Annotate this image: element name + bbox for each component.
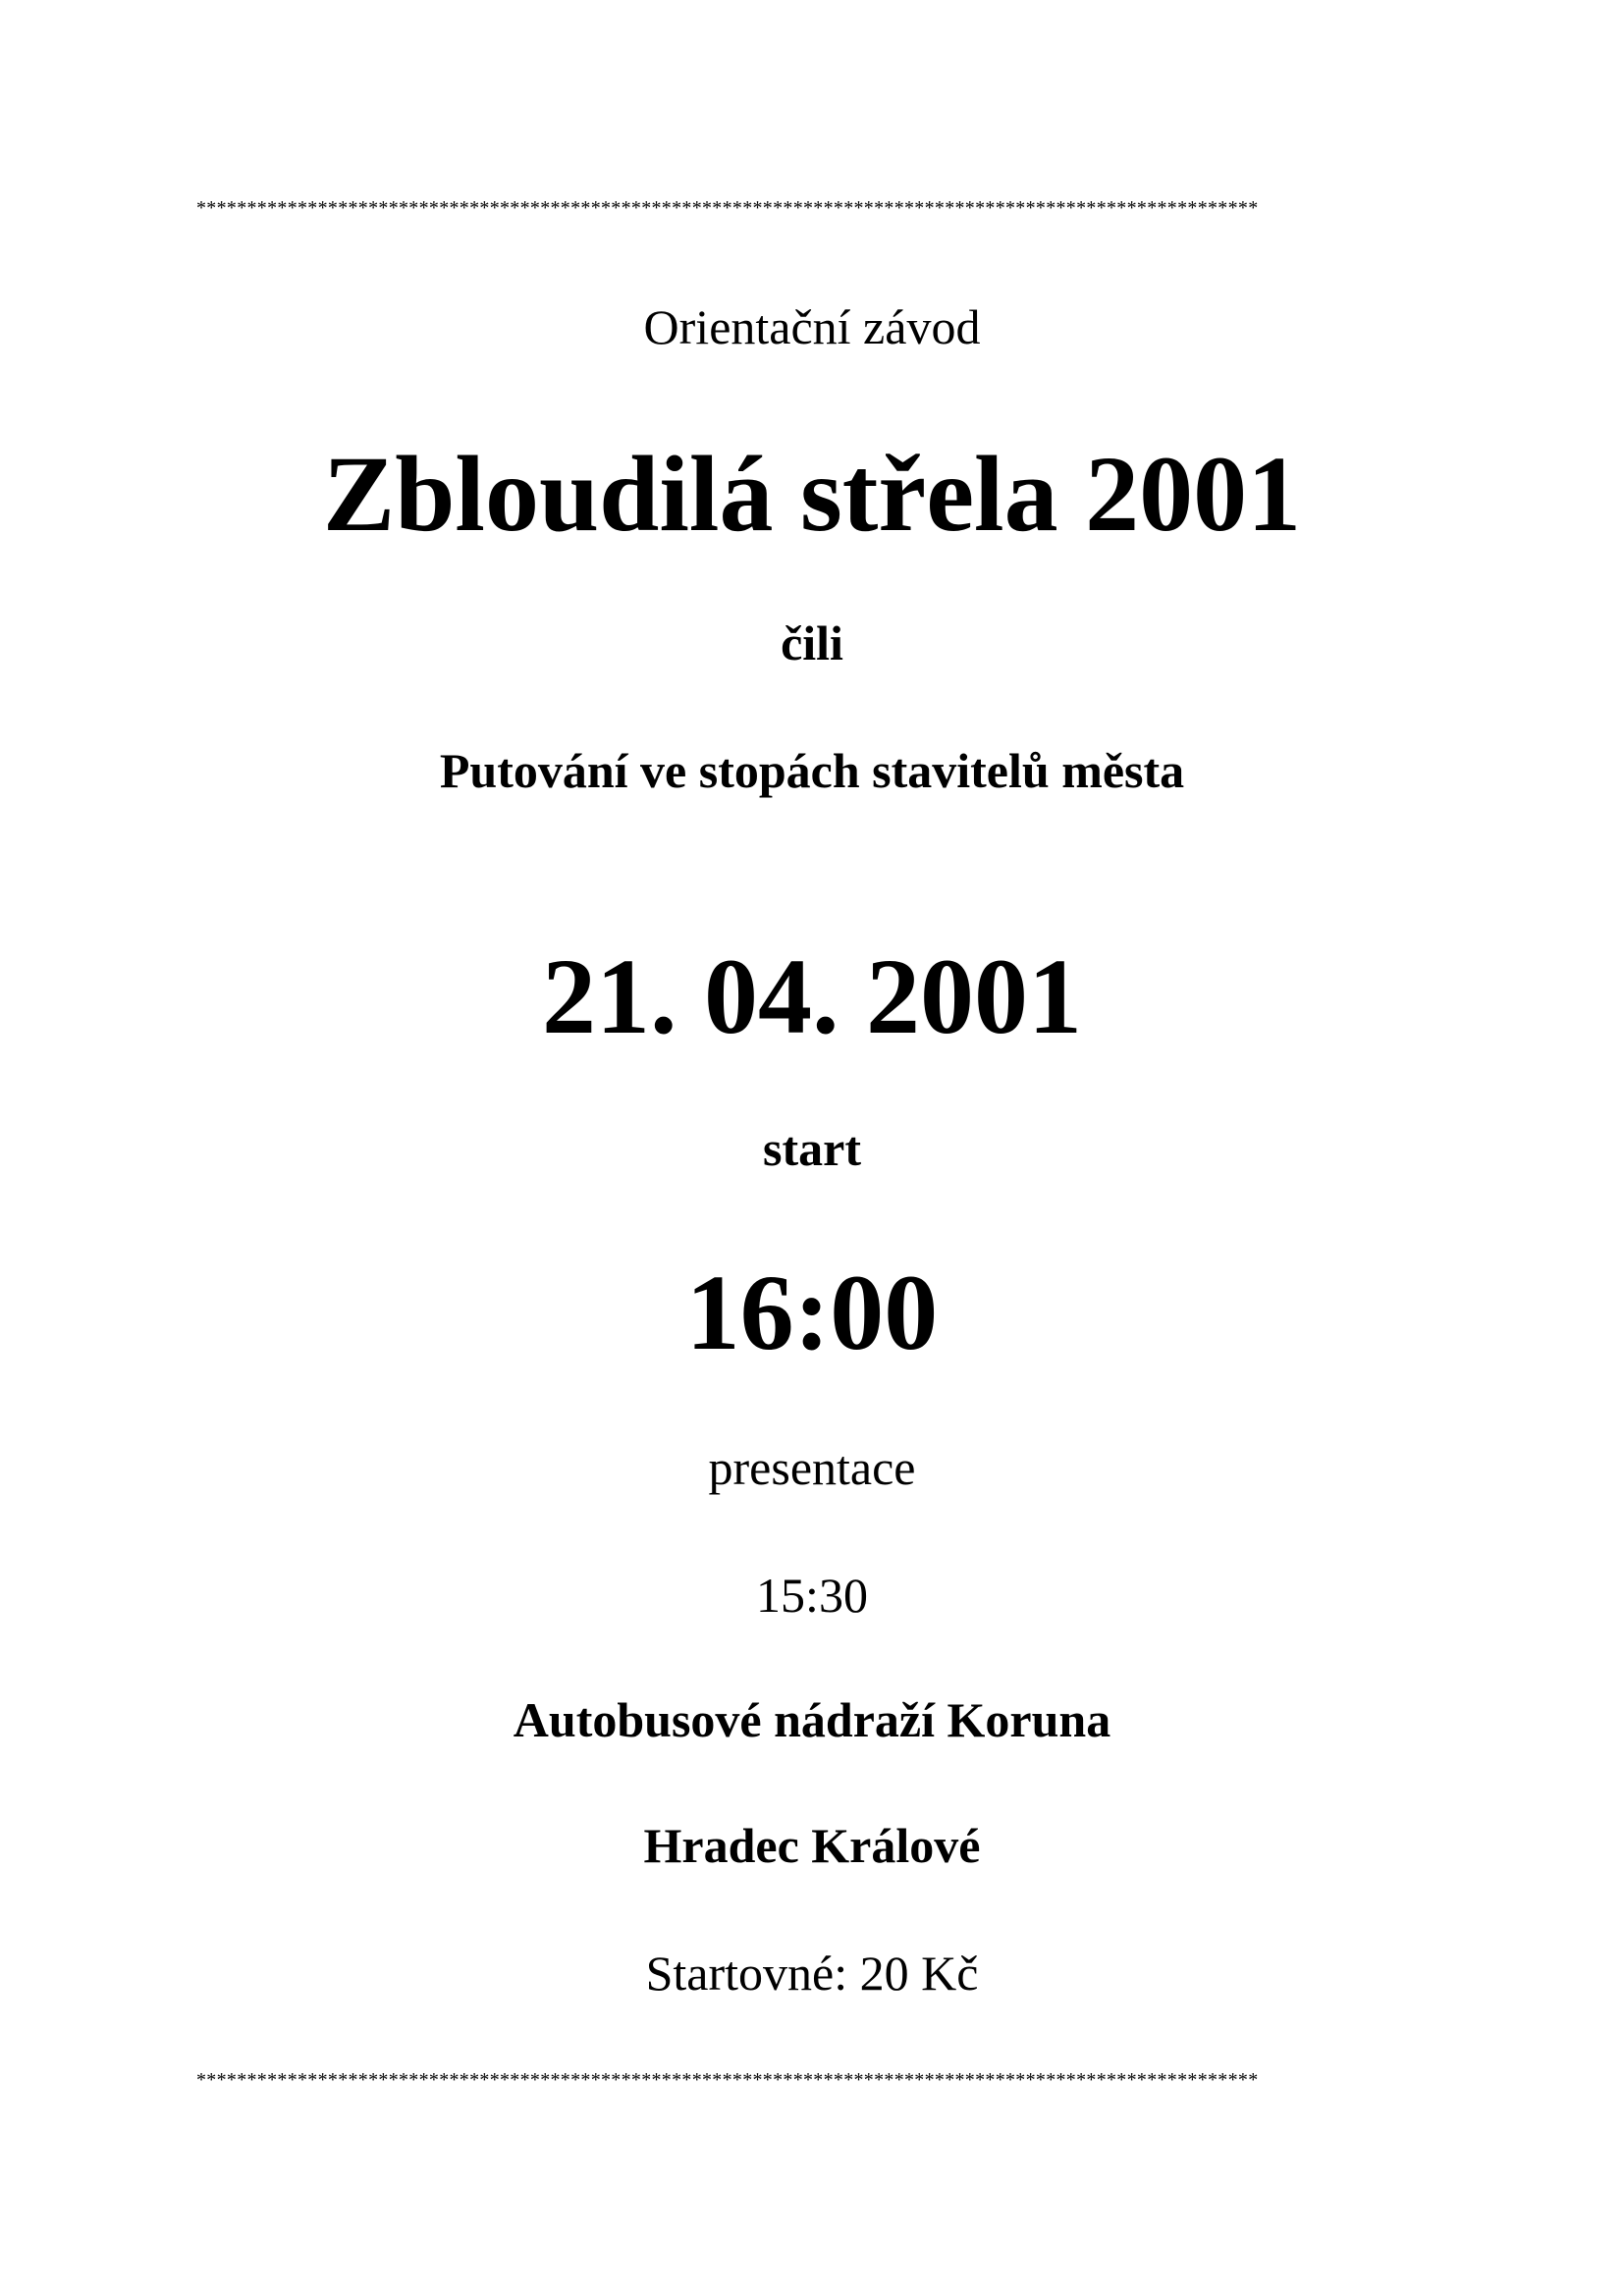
event-date: 21. 04. 2001 xyxy=(542,936,1082,1056)
start-label: start xyxy=(763,1121,861,1176)
start-time: 16:00 xyxy=(685,1253,939,1372)
presentation-label: presentace xyxy=(708,1440,916,1495)
bottom-separator: ********************************************************************************************************* xyxy=(196,2070,1259,2090)
entry-fee: Startovné: 20 Kč xyxy=(645,1946,979,2001)
top-separator: ********************************************************************************************************* xyxy=(196,198,1259,218)
event-title: Zbloudilá střela 2001 xyxy=(322,434,1302,554)
presentation-time: 15:30 xyxy=(756,1568,868,1623)
venue-name: Autobusové nádraží Koruna xyxy=(513,1692,1111,1747)
city-name: Hradec Králové xyxy=(643,1818,981,1873)
event-type: Orientační závod xyxy=(643,299,981,354)
event-subtitle: Putování ve stopách stavitelů města xyxy=(439,743,1185,798)
conjunction-text: čili xyxy=(781,615,843,670)
